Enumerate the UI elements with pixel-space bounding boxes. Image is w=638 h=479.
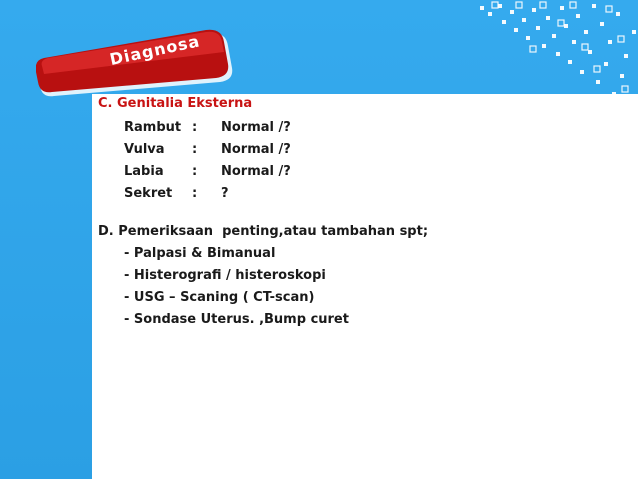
- list-item: - Palpasi & Bimanual: [124, 246, 276, 261]
- section-d-heading: D. Pemeriksaan penting,atau tambahan spt;: [98, 224, 429, 239]
- badge-title: Diagnosa: [108, 31, 202, 69]
- content-panel: [92, 94, 638, 479]
- row-value: ?: [221, 186, 229, 201]
- list-item: - Sondase Uterus. ,Bump curet: [124, 312, 349, 327]
- row-value: Normal /?: [221, 120, 291, 135]
- row-separator: :: [192, 142, 198, 157]
- row-label: Sekret: [124, 186, 173, 201]
- diagnosa-badge: [36, 28, 236, 100]
- row-value: Normal /?: [221, 164, 291, 179]
- row-label: Vulva: [124, 142, 165, 157]
- row-separator: :: [192, 120, 198, 135]
- list-item: - USG – Scaning ( CT-scan): [124, 290, 315, 305]
- section-c-heading: C. Genitalia Eksterna: [98, 96, 253, 111]
- row-label: Labia: [124, 164, 164, 179]
- row-separator: :: [192, 164, 198, 179]
- list-item: - Histerografi / histeroskopi: [124, 268, 326, 283]
- row-separator: :: [192, 186, 198, 201]
- row-label: Rambut: [124, 120, 182, 135]
- row-value: Normal /?: [221, 142, 291, 157]
- page-number: Page 27: [534, 450, 598, 466]
